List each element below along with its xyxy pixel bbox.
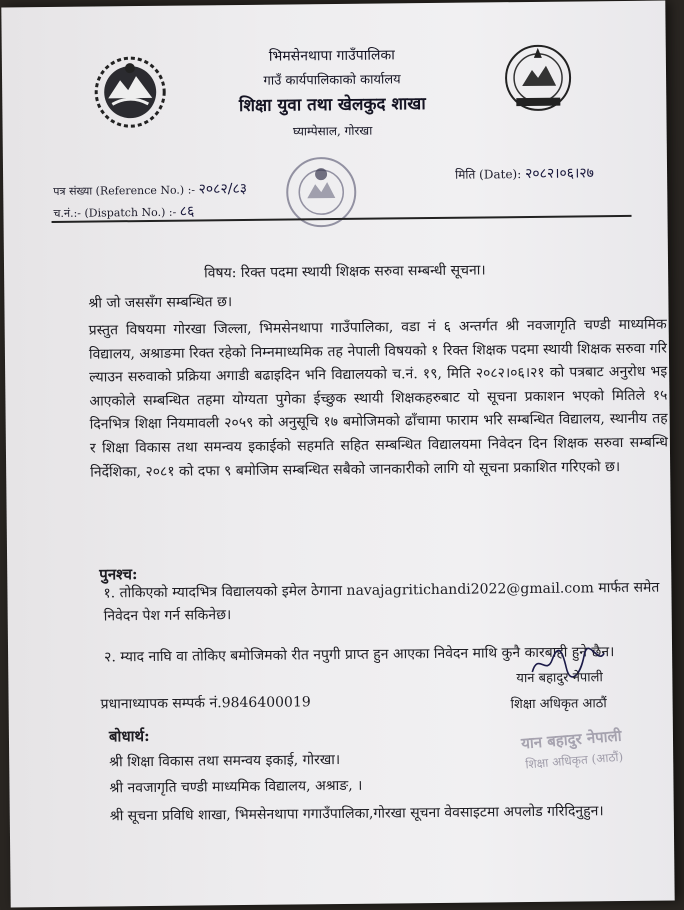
signatory-title: शिक्षा अधिकृत आठौं bbox=[510, 696, 607, 713]
body-paragraph: प्रस्तुत विषयमा गोरखा जिल्ला, भिमसेनथापा गाउँपालिका, वडा नं ६ अन्तर्गत श्री नवजागृति चण्डी माध्यमिक विद्यालय, अश्राङमा रिक्त रहेको निम्नमाध्यमिक तह नेपाली विषयको १ रिक्त शिक्षक पदमा स्थायी शिक्षक सरुवा गरि ल्याउन सरुवाको प्रक्रिया अगाडी बढाइदिन भनि विद्यालयको च.नं. १९, मिति २०८२।०६।२१ को पत्रबाट अनुरोध भइ आएकोले सम्बन्धित तहमा योग्यता पुगेका ईच्छुक स्थायी शिक्षकहरुबाट यो सूचना प्रकाशन भएको मितिले १५ दिनभित्र शिक्षा नियमावली २०५९ को अनुसूचि १७ बमोजिमको ढाँचामा फाराम भरि सम्बन्धित विद्यालय, स्थानीय तह र शिक्षा विकास तथा समन्वय इकाईको सहमति सहित सम्बन्धित विद्यालयमा निवेदन दिन शिक्षक सरुवा सम्बन्धि निर्देशिका, २०८१ को दफा ९ बमोजिम सम्बन्धित सबैको जानकारीको लागि यो सूचना प्रकाशित गरिएको छ। bbox=[88, 316, 668, 481]
postscript-heading: पुनश्च: bbox=[99, 565, 138, 584]
stamp-name: यान बहादुर नेपाली bbox=[520, 726, 623, 753]
letter-paper bbox=[1, 1, 674, 908]
dispatch-value: ८६ bbox=[179, 203, 195, 220]
letter-date bbox=[455, 163, 594, 183]
headteacher-contact: प्रधानाध्यापक सम्पर्क नं.9846400019 bbox=[100, 694, 311, 713]
dispatch-label: च.नं.:- (Dispatch No.) :- bbox=[53, 205, 177, 220]
stamp-title: शिक्षा अधिकृत (आठौं) bbox=[524, 749, 624, 772]
cc-item-3: श्री सूचना प्रविधि शाखा, भिमसेनथापा गगाउँपालिका,गोरखा सूचना वेवसाइटमा अपलोड गरिदिनुहुन। bbox=[109, 803, 604, 825]
signatory-name: यान बहादुर नेपाली bbox=[516, 670, 603, 687]
reference-number bbox=[53, 179, 247, 200]
letterhead-address: घ्याम्पेसाल, गोरखा bbox=[292, 123, 373, 139]
postscript-point-2: २. म्याद नाघि वा तोकिए बमोजिमको रीत नपुगी प्राप्त हुन आएका निवेदन माथि कुनै कारबाही हुने छैन। bbox=[104, 644, 615, 666]
reference-label: पत्र संख्या (Reference No.) :- bbox=[53, 183, 196, 198]
office-seal-stamp bbox=[271, 150, 368, 235]
letter-subject: विषय: रिक्त पदमा स्थायी शिक्षक सरुवा सम्बन्धी सूचना। bbox=[204, 262, 486, 282]
date-label: मिति (Date): bbox=[455, 167, 522, 182]
cc-item-1: श्री शिक्षा विकास तथा समन्वय इकाई, गोरखा। bbox=[109, 751, 341, 771]
cc-item-2: श्री नवजागृति चण्डी माध्यमिक विद्यालय, अश्राङ, । bbox=[109, 777, 363, 797]
letterhead-office: गाउँ कार्यपालिकाको कार्यालय bbox=[263, 72, 401, 89]
municipality-logo-icon bbox=[500, 39, 577, 116]
postscript-point-1: १. तोकिएको म्यादभित्र विद्यालयको इमेल ठेगाना navajagritichandi2022@gmail.com मार्फत समेत निवेदन पेश गर्न सकिनेछ। bbox=[103, 579, 660, 625]
cc-heading: बोधार्थ: bbox=[108, 726, 150, 746]
nepal-emblem-icon bbox=[92, 54, 169, 131]
reference-value: २०८२/८३ bbox=[198, 180, 248, 198]
salutation: श्री जो जससँग सम्बन्धित छ। bbox=[88, 294, 233, 312]
letterhead-municipality: भिमसेनथापा गाउँपालिका bbox=[268, 47, 395, 65]
letterhead-section: शिक्षा युवा तथा खेलकुद शाखा bbox=[238, 94, 426, 117]
date-value: २०८२।०६।२७ bbox=[524, 165, 595, 183]
